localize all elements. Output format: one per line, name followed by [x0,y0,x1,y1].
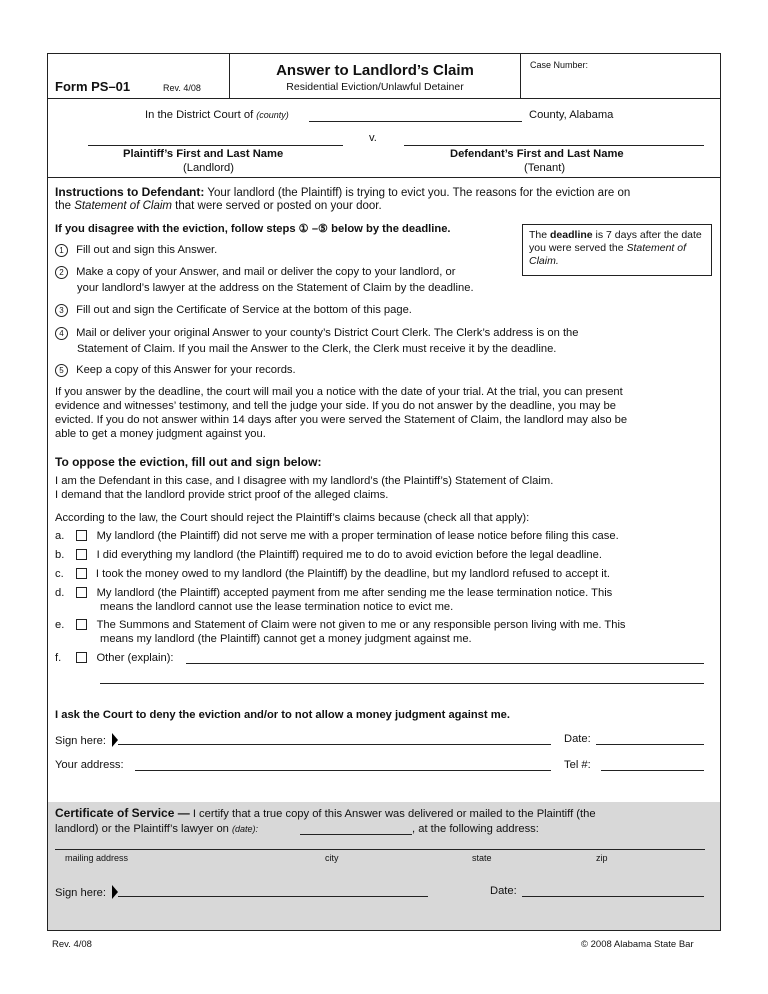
step-number-icon: 1 [55,244,68,257]
deadline-text-a: The [529,229,551,241]
case-number-label: Case Number: [530,60,589,70]
form-number: Form PS–01 [55,79,131,94]
service-address-input[interactable] [55,849,705,850]
certificate-sign-label [55,885,118,899]
your-address-label: Your address: [55,759,124,771]
step-text: Fill out and sign the Certificate of Service at the bottom of this page. [76,304,412,316]
info-paragraph-line: If you answer by the deadline, the court will mail you a notice with the date of your trial. At the trial, you can present [55,386,623,398]
option-text: I did everything my landlord (the Plaintiff) required me to do to avoid eviction before the legal deadline. [96,549,602,561]
option-letter: a. [55,530,65,542]
footer-copyright: © 2008 Alabama State Bar [581,939,694,950]
defendant-label: Defendant’s First and Last Name [450,148,624,160]
step-text: Fill out and sign this Answer. [76,244,218,256]
date-input[interactable] [596,744,704,745]
zip-label: zip [596,853,608,863]
option-e [55,619,626,631]
instructions-intro-a: Your landlord (the Plaintiff) is trying to evict you. The reasons for the eviction are on [204,187,631,199]
other-explain-input-line-2[interactable] [100,683,704,684]
option-d-line-2: means the landlord cannot use the lease termination notice to evict me. [100,601,454,613]
form-title: Answer to Landlord’s Claim [276,62,474,79]
defendant-name-input[interactable] [404,145,704,146]
option-a [55,530,619,542]
step-2-line-2: your landlord’s lawyer at the address on the Statement of Claim by the deadline. [77,282,474,294]
step-text: Mail or deliver your original Answer to your county’s District Court Clerk. The Clerk’s address is on the [76,327,579,339]
sign-here-text: Sign here: [55,735,106,747]
step-text: Keep a copy of this Answer for your records. [76,364,296,376]
footer-revision: Rev. 4/08 [52,939,92,950]
service-date-input[interactable] [300,834,412,835]
option-c [55,568,610,580]
option-letter: b. [55,549,65,561]
city-label: city [325,853,339,863]
step-4 [55,327,579,340]
option-checkbox[interactable] [76,619,87,630]
case-number-field[interactable] [521,54,720,98]
state-label: state [472,853,492,863]
certificate-date-input[interactable] [522,896,704,897]
tel-label: Tel #: [564,759,591,771]
option-checkbox[interactable] [76,587,87,598]
court-prefix: In the District Court of [145,109,254,121]
instructions-intro-b-prefix: the [55,200,75,212]
instructions-intro-b-italic: Statement of Claim [74,200,172,212]
oppose-line-1: I am the Defendant in this case, and I disagree with my landlord’s (the Plaintiff’s) Statement of Claim. [55,475,554,487]
option-letter: e. [55,619,65,631]
option-letter: c. [55,568,64,580]
certificate-date-hint: (date): [232,824,259,834]
option-checkbox[interactable] [76,652,87,663]
signature-input[interactable] [118,744,551,745]
option-checkbox[interactable] [76,530,87,541]
instructions-line-1 [55,185,630,199]
step-number-icon: 4 [55,327,68,340]
option-text: Other (explain): [96,652,174,664]
info-paragraph-line: able to get a money judgment against you. [55,428,266,440]
step-text: Make a copy of your Answer, and mail or deliver the copy to your landlord, or [76,266,456,278]
option-checkbox[interactable] [76,549,87,560]
option-d [55,587,612,599]
according-line: According to the law, the Court should reject the Plaintiff’s claims because (check all that apply): [55,512,530,524]
form-revision: Rev. 4/08 [163,83,201,93]
certificate-text-2b: , at the following address: [412,823,539,835]
certificate-signature-input[interactable] [118,896,428,897]
plaintiff-label: Plaintiff’s First and Last Name [123,148,284,160]
step-4-line-2: Statement of Claim. If you mail the Answer to the Clerk, the Clerk must receive it by the deadline. [77,343,557,355]
form-subtitle: Residential Eviction/Unlawful Detainer [286,81,464,93]
court-line [145,109,289,121]
defendant-sublabel: (Tenant) [524,162,566,174]
option-letter: d. [55,587,65,599]
deadline-text-b: is 7 days after the date you were served the [529,229,702,254]
option-f [55,652,174,664]
versus-label: v. [369,132,377,144]
disagree-heading: If you disagree with the eviction, follow steps ① –⑤ below by the deadline. [55,223,451,235]
step-5 [55,364,296,377]
step-3 [55,304,412,317]
sign-here-label [55,733,118,747]
certificate-text-2a: landlord) or the Plaintiff’s lawyer on [55,823,233,835]
county-input[interactable] [309,121,522,122]
certificate-heading: Certificate of Service — [55,806,190,820]
option-checkbox[interactable] [76,568,87,579]
step-number-icon: 3 [55,304,68,317]
plaintiff-sublabel: (Landlord) [183,162,234,174]
instructions-intro-b: that were served or posted on your door. [171,200,382,212]
certificate-text-1: I certify that a true copy of this Answer was delivered or mailed to the Plaintiff (the [189,808,596,820]
certificate-line-1 [55,806,596,820]
certificate-sign-text: Sign here: [55,887,106,899]
option-e-line-2: means my landlord (the Plaintiff) cannot get a money judgment against me. [100,633,472,645]
county-suffix: County, Alabama [529,109,614,121]
option-text: I took the money owed to my landlord (the Plaintiff) by the deadline, but my landlord refused to accept it. [95,568,611,580]
date-label: Date: [564,733,591,745]
step-2 [55,266,455,279]
mailing-address-label: mailing address [65,853,129,863]
deadline-italic: Statement of Claim. [529,242,687,267]
title-cell [230,54,521,98]
option-text: The Summons and Statement of Claim were not given to me or any responsible person living with me. This [96,619,626,631]
deadline-bold: deadline [550,229,593,241]
step-1 [55,244,217,257]
certificate-date-label: Date: [490,885,517,897]
ask-court-statement: I ask the Court to deny the eviction and/or to not allow a money judgment against me. [55,709,511,721]
info-paragraph-line: evidence and witnesses’ testimony, and tell the judge your side. If you do not answer by the deadline, you may be [55,400,616,412]
step-number-icon: 2 [55,266,68,279]
info-paragraph-line: evicted. If you do not answer within 14 days after you were served the Statement of Claim, the landlord may also be [55,414,628,426]
address-input[interactable] [135,770,551,771]
certificate-line-2 [55,823,258,835]
option-text: My landlord (the Plaintiff) accepted payment from me after sending me the lease termination notice. This [96,587,613,599]
form-header [47,53,721,99]
option-text: My landlord (the Plaintiff) did not serve me with a proper termination of lease notice before filing this case. [96,530,619,542]
main-section [47,178,721,931]
court-section [47,99,721,178]
certificate-of-service [48,802,720,930]
deadline-box [522,224,712,276]
step-number-icon: 5 [55,364,68,377]
oppose-heading: To oppose the eviction, fill out and sign below: [55,455,322,469]
instructions-heading: Instructions to Defendant: [55,185,205,199]
tel-input[interactable] [601,770,704,771]
instructions-line-2 [55,200,382,212]
other-explain-input[interactable] [186,663,704,664]
form-id-cell [48,54,230,98]
oppose-line-2: I demand that the landlord provide strict proof of the alleged claims. [55,489,389,501]
option-letter: f. [55,652,62,664]
plaintiff-name-input[interactable] [88,145,343,146]
option-b [55,549,602,561]
county-hint: (county) [256,110,289,120]
